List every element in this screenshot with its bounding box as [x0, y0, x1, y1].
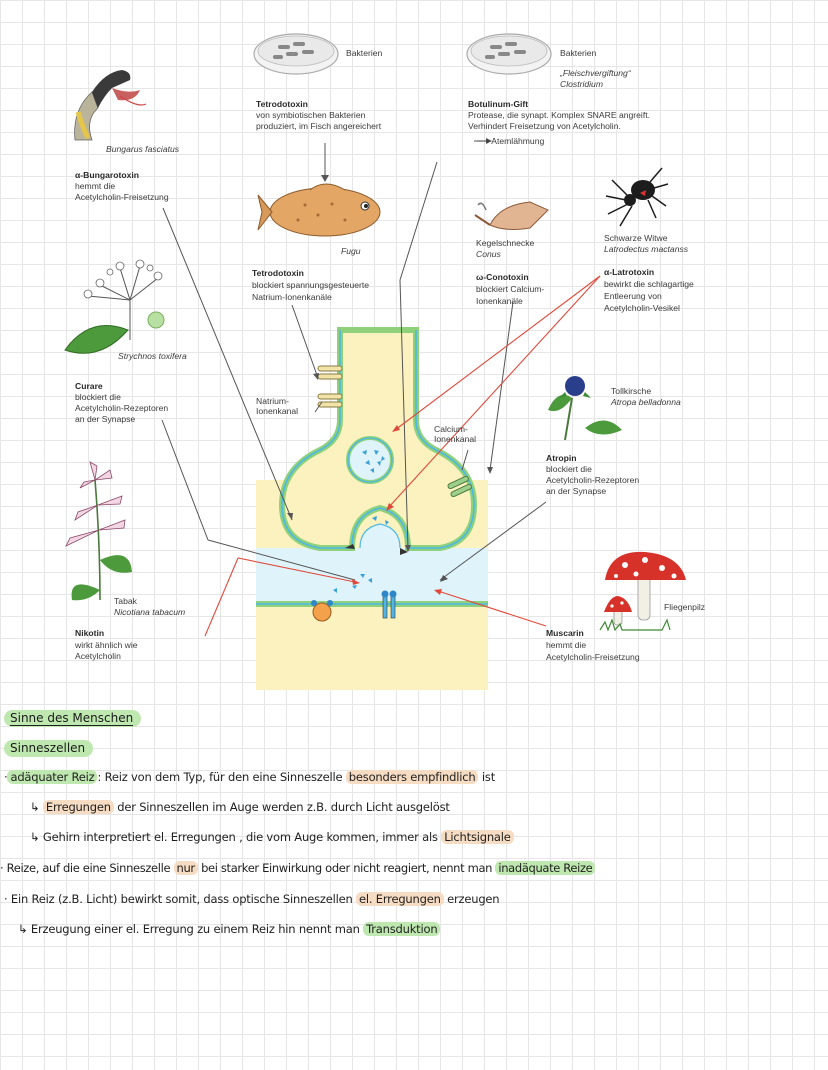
botulinum-line3: ⟶ Atemlähmung [477, 136, 545, 146]
fugu-label: Fugu [341, 246, 361, 256]
note-4-highlight: nur [174, 861, 198, 875]
note-1-mid: : Reiz von dem Typ, für den eine Sinneszelle [97, 770, 346, 784]
tetrodotoxin-top-title: Tetrodotoxin [256, 99, 308, 109]
fugu-fish-icon [258, 184, 380, 236]
synaptic-cleft [256, 548, 488, 606]
muscarin-line1: hemmt die [546, 640, 587, 650]
note-3-highlight: Lichtsignale [441, 830, 513, 844]
atropin-line2: Acetylcholin-Rezeptoren [546, 475, 640, 485]
note-5-prefix: · Ein Reiz (z.B. Licht) bewirkt somit, dass optische Sinneszellen [4, 892, 356, 906]
note-line-1 [4, 770, 495, 784]
curare-line3: an der Synapse [75, 414, 136, 424]
note-line-5 [4, 892, 499, 906]
note-5-suffix: erzeugen [443, 892, 500, 906]
latrotoxin-title: α-Latrotoxin [604, 267, 655, 277]
note-6-highlight: Transduktion [363, 922, 440, 936]
nikotin-line2: Acetylcholin [75, 651, 121, 661]
note-2-highlight: Erregungen [43, 800, 114, 814]
note-2-suffix: der Sinneszellen im Auge werden z.B. durch Licht ausgelöst [113, 800, 450, 814]
curare-line2: Acetylcholin-Rezeptoren [75, 403, 169, 413]
natrium-channel-label-2: Ionenkanal [256, 406, 299, 416]
nikotin-title: Nikotin [75, 628, 105, 638]
note-4-prefix: · Reize, auf die eine Sinneszelle [0, 861, 174, 875]
latrotoxin-line3: Acetylcholin-Vesikel [604, 303, 680, 313]
note-5-highlight: el. Erregungen [356, 892, 444, 906]
muscarin-title: Muscarin [546, 628, 584, 638]
bungarotoxin-line2: Acetylcholin-Freisetzung [75, 192, 169, 202]
bacteria-dish-left-icon [254, 34, 338, 74]
strychnos-plant-icon [65, 260, 164, 353]
note-6-prefix: ↳ Erzeugung einer el. Erregung zu einem Reiz hin nennt man [18, 922, 364, 936]
strychnos-label: Strychnos toxifera [118, 351, 187, 361]
conotoxin-line2: Ionenkanäle [476, 296, 523, 306]
bungarotoxin-line1: hemmt die [75, 181, 116, 191]
heading-sinneszellen-text: Sinneszellen [10, 741, 86, 755]
note-4-mid: bei starker Einwirkung oder nicht reagiert, nennt man [197, 861, 496, 875]
botulinum-title: Botulinum-Gift [468, 99, 529, 109]
curare-line1: blockiert die [75, 392, 121, 402]
fly-agaric-mushroom-icon [600, 552, 686, 630]
fleischvergiftung-label: „Fleischvergiftung“ [560, 68, 631, 78]
note-line-3 [30, 830, 514, 844]
note-1-highlight: besonders empfindlich [346, 770, 479, 784]
tollkirsche-label: Tollkirsche [611, 386, 652, 396]
note-line-6 [18, 922, 440, 936]
muscarin-line2: Acetylcholin-Freisetzung [546, 652, 640, 662]
latrotoxin-line2: Entleerung von [604, 291, 662, 301]
botulinum-line2: Verhindert Freisetzung von Acetylcholin. [468, 121, 621, 131]
atropin-title: Atropin [546, 453, 577, 463]
bacteria-label-left: Bakterien [346, 48, 383, 58]
snake-icon [75, 70, 146, 140]
conus-label: Conus [476, 249, 501, 259]
nicotiana-label: Nicotiana tabacum [114, 607, 186, 617]
note-line-4 [0, 861, 595, 875]
fliegenpilz-label: Fliegenpilz [664, 602, 706, 612]
nikotin-line1: wirkt ähnlich wie [75, 640, 138, 650]
bacteria-label-right: Bakterien [560, 48, 597, 58]
synapse [256, 330, 488, 690]
atropa-label: Atropa belladonna [611, 397, 681, 407]
note-1-term: adäquater Reiz [7, 770, 97, 784]
conotoxin-title: ω-Conotoxin [476, 272, 529, 282]
note-1-prefix: · [4, 770, 8, 784]
atropin-line3: an der Synapse [546, 486, 607, 496]
bungarotoxin-title: α-Bungarotoxin [75, 170, 139, 180]
note-3-prefix: ↳ Gehirn interpretiert el. Erregungen , die vom Auge kommen, immer als [30, 830, 442, 844]
conotoxin-line1: blockiert Calcium- [476, 284, 545, 294]
tetrodotoxin-top-line1: von symbiotischen Bakterien [256, 110, 366, 120]
tobacco-plant-icon [66, 462, 132, 600]
note-line-2 [30, 800, 450, 814]
latrodectus-label: Latrodectus mactanss [604, 244, 689, 254]
botulinum-line1: Protease, die synapt. Komplex SNARE angreift. [468, 110, 650, 120]
tetrodotoxin-mid-title: Tetrodotoxin [252, 268, 304, 278]
clostridium-label: Clostridium [560, 79, 603, 89]
calcium-channel-label-1: Calcium- [434, 424, 468, 434]
latrotoxin-line1: bewirkt die schlagartige [604, 279, 694, 289]
tetrodotoxin-mid-line1: blockiert spannungsgesteuerte [252, 280, 370, 290]
tetrodotoxin-top-line2: produziert, im Fisch angereichert [256, 121, 382, 131]
kegelschnecke-label: Kegelschnecke [476, 238, 535, 248]
atropin-line1: blockiert die [546, 464, 592, 474]
note-2-prefix: ↳ [30, 800, 43, 814]
curare-title: Curare [75, 381, 103, 391]
natrium-channel-label-1: Natrium- [256, 396, 289, 406]
black-widow-spider-icon [606, 168, 668, 226]
bungarus-label: Bungarus fasciatus [106, 144, 180, 154]
witwe-label: Schwarze Witwe [604, 233, 668, 243]
tetrodotoxin-mid-line2: Natrium-Ionenkanäle [252, 292, 332, 302]
note-4-highlight-2: inadäquate Reize [495, 861, 595, 875]
heading-sinne-text: Sinne des Menschen [10, 711, 134, 725]
calcium-channel-label-2: Ionenkanal [434, 434, 477, 444]
heading-sinneszellen [4, 740, 93, 757]
bacteria-dish-right-icon [467, 34, 551, 74]
heading-sinne-des-menschen [4, 710, 141, 727]
note-1-suffix: ist [478, 770, 496, 784]
tabak-label: Tabak [114, 596, 137, 606]
cone-snail-icon [475, 202, 548, 229]
